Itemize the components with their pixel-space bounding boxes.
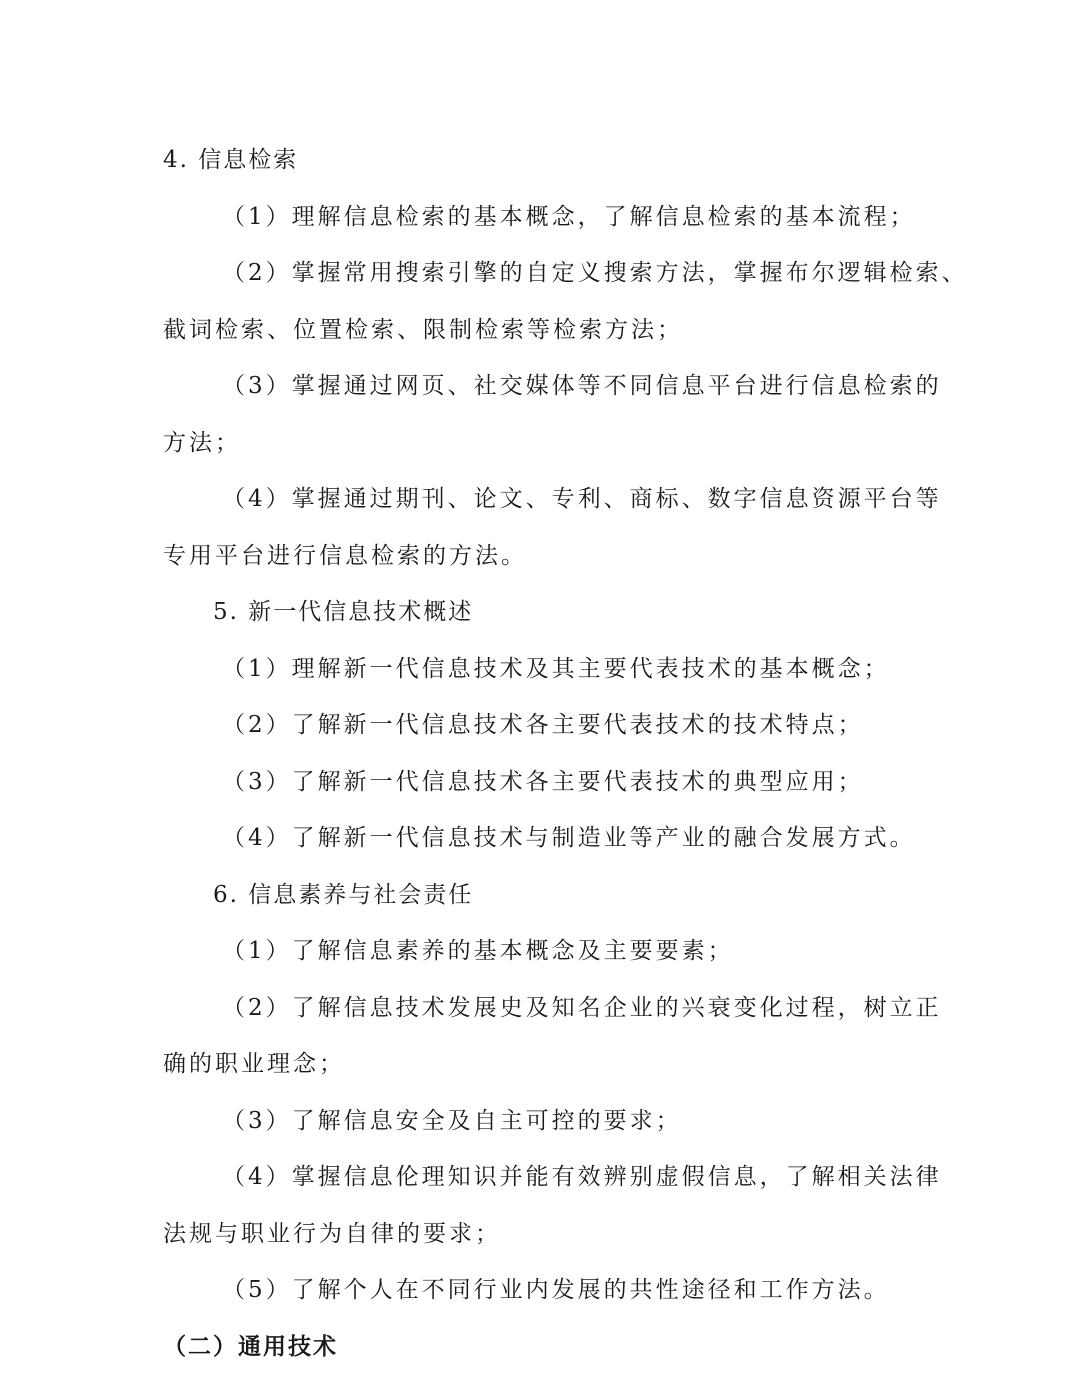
item-4-1: （1）理解信息检索的基本概念，了解信息检索的基本流程； (222, 204, 916, 230)
item-6-1: （1）了解信息素养的基本概念及主要要素； (222, 938, 734, 964)
item-6-2-line-1: （2）了解信息技术发展史及知名企业的兴衰变化过程，树立正 (222, 995, 942, 1021)
item-6-2-line-2: 确的职业理念； (163, 1051, 345, 1077)
item-6-4-line-1: （4）掌握信息伦理知识并能有效辨别虚假信息，了解相关法律 (222, 1164, 942, 1190)
item-6-5: （5）了解个人在不同行业内发展的共性途径和工作方法。 (222, 1277, 890, 1303)
item-5-2: （2）了解新一代信息技术各主要代表技术的技术特点； (222, 712, 864, 738)
item-4-4-line-1: （4）掌握通过期刊、论文、专利、商标、数字信息资源平台等 (222, 486, 942, 512)
item-4-2-line-1: （2）掌握常用搜索引擎的自定义搜索方法，掌握布尔逻辑检索、 (222, 260, 968, 286)
next-section-title: （二）通用技术 (163, 1334, 338, 1360)
item-6-4-line-2: 法规与职业行为自律的要求； (163, 1221, 501, 1247)
section-heading-6: 6. 信息素养与社会责任 (213, 882, 474, 908)
item-4-3-line-1: （3）掌握通过网页、社交媒体等不同信息平台进行信息检索的 (222, 373, 942, 399)
item-5-1: （1）理解新一代信息技术及其主要代表技术的基本概念； (222, 656, 890, 682)
item-5-3: （3）了解新一代信息技术各主要代表技术的典型应用； (222, 769, 864, 795)
item-6-3: （3）了解信息安全及自主可控的要求； (222, 1108, 682, 1134)
item-4-2-line-2: 截词检索、位置检索、限制检索等检索方法； (163, 317, 683, 343)
item-4-3-line-2: 方法； (163, 430, 241, 456)
section-heading-4: 4. 信息检索 (163, 147, 299, 173)
item-4-4-line-2: 专用平台进行信息检索的方法。 (163, 543, 527, 569)
item-5-4: （4）了解新一代信息技术与制造业等产业的融合发展方式。 (222, 825, 916, 851)
section-heading-5: 5. 新一代信息技术概述 (213, 599, 474, 625)
